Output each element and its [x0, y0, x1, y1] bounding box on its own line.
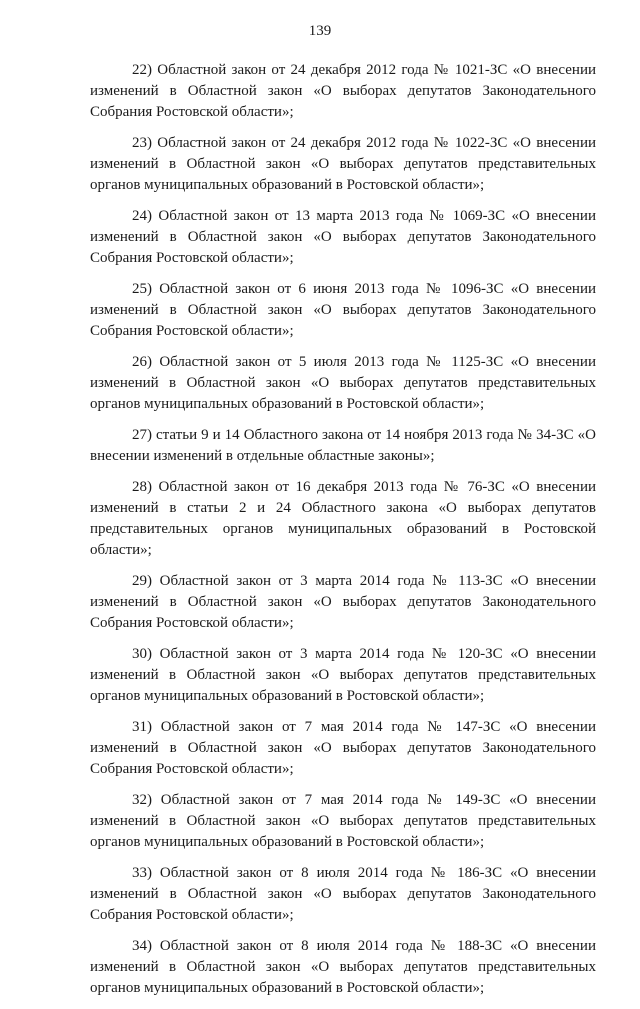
- list-item: 24) Областной закон от 13 марта 2013 года № 1069-ЗС «О внесении изменений в Областной закон «О выборах депутатов Законодательного Собрания Ростовской области»;: [90, 208, 596, 266]
- list-item: 31) Областной закон от 7 мая 2014 года № 147-ЗС «О внесении изменений в Областной закон «О выборах депутатов Законодательного Собрания Ростовской области»;: [90, 719, 596, 777]
- list-item: 34) Областной закон от 8 июля 2014 года № 188-ЗС «О внесении изменений в Областной закон «О выборах депутатов представительных органов муниципальных образований в Ростовской области»;: [90, 938, 596, 996]
- list-item: 26) Областной закон от 5 июля 2013 года № 1125-ЗС «О внесении изменений в Областной закон «О выборах депутатов представительных органов муниципальных образований в Ростовской области»;: [90, 354, 596, 412]
- list-item: 23) Областной закон от 24 декабря 2012 года № 1022-ЗС «О внесении изменений в Областной закон «О выборах депутатов представительных органов муниципальных образований в Ростовской области»;: [90, 135, 596, 193]
- list-item: 32) Областной закон от 7 мая 2014 года № 149-ЗС «О внесении изменений в Областной закон «О выборах депутатов представительных органов муниципальных образований в Ростовской области»;: [90, 792, 596, 850]
- page-number: 139: [308, 23, 332, 39]
- list-item: 27) статьи 9 и 14 Областного закона от 14 ноября 2013 года № 34-ЗС «О внесении изменений в отдельные областные законы»;: [90, 427, 596, 464]
- list-item: 25) Областной закон от 6 июня 2013 года № 1096-ЗС «О внесении изменений в Областной закон «О выборах депутатов Законодательного Собрания Ростовской области»;: [90, 281, 596, 339]
- list-item: 22) Областной закон от 24 декабря 2012 года № 1021-ЗС «О внесении изменений в Областной закон «О выборах депутатов Законодательного Собрания Ростовской области»;: [90, 62, 596, 120]
- list-item: 30) Областной закон от 3 марта 2014 года № 120-ЗС «О внесении изменений в Областной закон «О выборах депутатов представительных органов муниципальных образований в Ростовской области»;: [90, 646, 596, 704]
- document-body: [90, 60, 596, 1009]
- list-item: 29) Областной закон от 3 марта 2014 года № 113-ЗС «О внесении изменений в Областной закон «О выборах депутатов Законодательного Собрания Ростовской области»;: [90, 573, 596, 631]
- list-item: 28) Областной закон от 16 декабря 2013 года № 76-ЗС «О внесении изменений в статьи 2 и 24 Областного закона «О выборах депутатов представительных органов муниципальных образований в Ростовской области»;: [90, 479, 596, 558]
- list-item: 33) Областной закон от 8 июля 2014 года № 186-ЗС «О внесении изменений в Областной закон «О выборах депутатов Законодательного Собрания Ростовской области»;: [90, 865, 596, 923]
